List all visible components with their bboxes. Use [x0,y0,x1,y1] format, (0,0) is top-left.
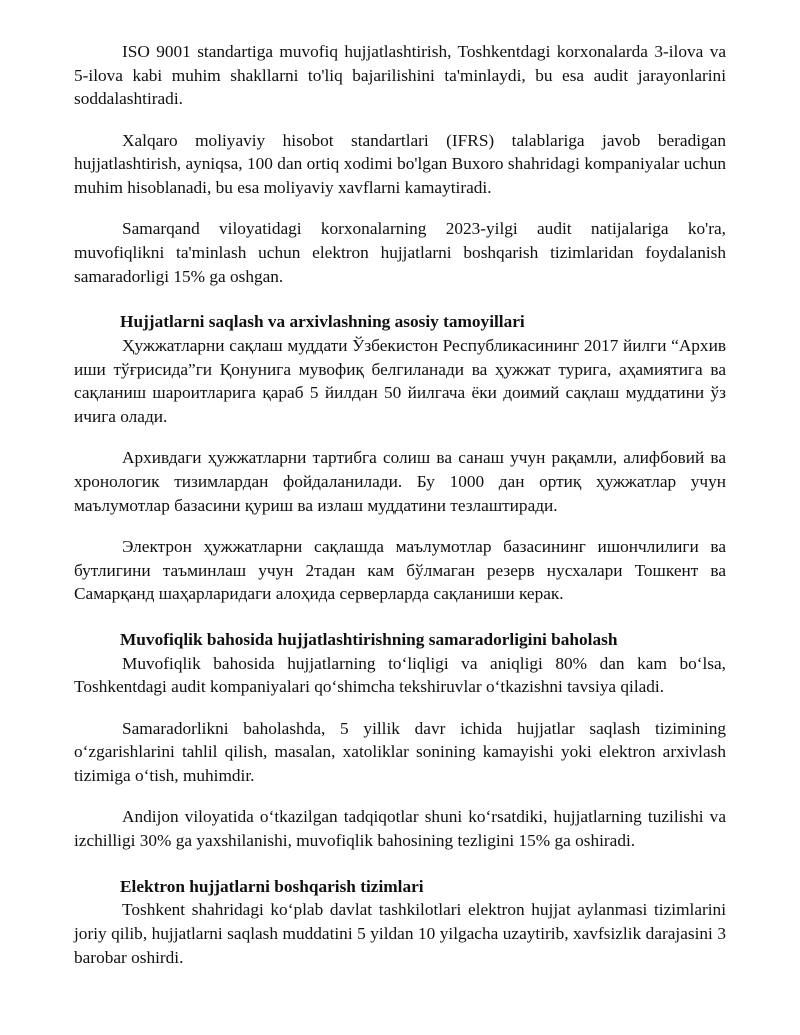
section-heading-effectiveness: Muvofiqlik bahosida hujjatlashtirishning samaradorligini baholash [120,630,618,650]
paragraph-toshkent-organizations: Toshkent shahridagi ko‘plab davlat tashkilotlari elektron hujjat aylanmasi tizimlarini joriy qilib, hujjatlarni saqlash muddatini 5 yildan 10 yilgacha uzaytirib, xavfsizlik darajasini 3 barobar oshirdi. [74,900,726,967]
paragraph-andijon-study: Andijon viloyatida o‘tkazilgan tadqiqotlar shuni ko‘rsatdiki, hujjatlarning tuzilishi va izchilligi 30% ga yaxshilanishi, muvofiqlik bahosining tezligini 15% ga oshiradi. [74,807,726,850]
paragraph-backup-copies: Электрон ҳужжатларни сақлашда маълумотлар базасининг ишончлилиги ва бутлигини таъминлаш учун 2тадан кам бўлмаган резерв нусхалари Тошкент ва Самарқанд шаҳарларидаги алоҳида серверларда сақланиши керак. [74,536,726,604]
section-heading-electronic-systems: Elektron hujjatlarni boshqarish tizimlari [120,876,424,896]
paragraph-completeness: Muvofiqlik bahosida hujjatlarning to‘liqligi va aniqligi 80% dan kam bo‘lsa, Toshkentdagi audit kompaniyalari qo‘shimcha tekshiruvlar o‘tkazishni tavsiya qiladi. [74,653,726,697]
paragraph-archive-ordering: Архивдаги ҳужжатларни тартибга солиш ва санаш учун рақамли, алифбовий ва хронологик тизимлардан фойдаланилади. Бу 1000 дан ортиқ ҳужжатлар учун маълумотлар базасини қуриш ва излаш муддатини тезлаштиради. [74,448,726,515]
paragraph-five-year-evaluation: Samaradorlikni baholashda, 5 yillik davr ichida hujjatlar saqlash tizimining o‘zgarishlarini tahlil qilish, masalan, xatoliklar sonining kamayishi yoki elektron arxivlash tizimiga o‘tish, muhimdir. [74,718,726,786]
document-page [74,40,726,970]
paragraph-iso-9001: ISO 9001 standartiga muvofiq hujjatlashtirish, Toshkentdagi korxonalarda 3-ilova va 5-ilova kabi muhim shakllarni to'liq bajarilishini ta'minlaydi, bu esa audit jarayonlarini soddalashtiradi. [74,42,726,109]
paragraph-ifrs: Xalqaro moliyaviy hisobot standartlari (IFRS) talablariga javob beradigan hujjatlashtirish, ayniqsa, 100 dan ortiq xodimi bo'lgan Buxoro shahridagi kompaniyalar uchun muhim hisoblanadi, bu esa moliyaviy xavflarni kamaytiradi. [74,130,726,198]
paragraph-samarqand-audit: Samarqand viloyatidagi korxonalarning 2023-yilgi audit natijalariga ko'ra, muvofiqlikni ta'minlash uchun elektron hujjatlarni boshqarish tizimlaridan foydalanish samaradorligi 15% ga oshgan. [74,219,726,286]
paragraph-storage-period: Ҳужжатларни сақлаш муддати Ўзбекистон Республикасининг 2017 йилги “Архив иши тўғрисида”ги Қонунига мувофиқ белгиланади ва ҳужжат турига, аҳамиятига ва сақланиш шароитларига қараб 5 йилдан 50 йилгача ёки доимий сақлаш муддатини ўз ичига олади. [74,336,726,427]
section-heading-archiving: Hujjatlarni saqlash va arxivlashning asosiy tamoyillari [120,312,525,332]
